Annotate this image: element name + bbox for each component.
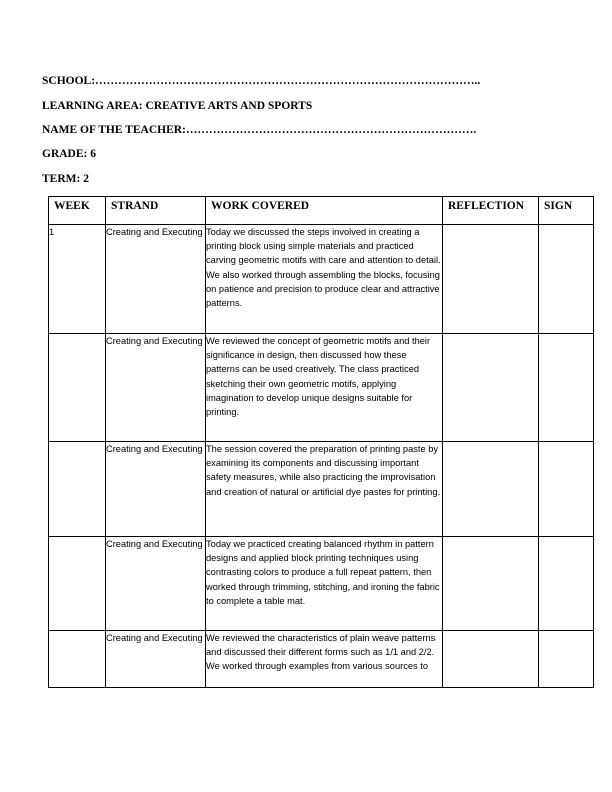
strand-cell: Creating and Executing — [106, 334, 206, 442]
table-row — [49, 631, 594, 688]
column-header-reflection: REFLECTION — [443, 197, 539, 225]
week-cell — [49, 537, 106, 631]
school-field: SCHOOL:……………………………………………………………………………………….. — [42, 75, 481, 87]
term-field: TERM: 2 — [42, 173, 89, 185]
column-header-week: WEEK — [49, 197, 106, 225]
week-cell: 1 — [49, 225, 106, 334]
sign-cell — [539, 334, 594, 442]
reflection-cell — [443, 225, 539, 334]
week-cell — [49, 334, 106, 442]
table-row — [49, 225, 594, 334]
work-covered-cell: Today we practiced creating balanced rhythm in pattern designs and applied block printing techniques using contrasting colors to produce a full repeat pattern, then worked through trimming, stitching, and ironing the fabric to complete a table mat. — [206, 537, 443, 631]
learning-area-field: LEARNING AREA: CREATIVE ARTS AND SPORTS — [42, 100, 313, 112]
work-covered-cell: Today we discussed the steps involved in creating a printing block using simple materials and practiced carving geometric motifs with care and attention to detail. We also worked through assembling the blocks, focusing on patience and precision to produce clear and attractive patterns. — [206, 225, 443, 334]
reflection-cell — [443, 442, 539, 537]
column-header-work-covered: WORK COVERED — [206, 197, 443, 225]
week-cell — [49, 631, 106, 688]
sign-cell — [539, 442, 594, 537]
sign-cell — [539, 225, 594, 334]
column-header-strand: STRAND — [106, 197, 206, 225]
week-cell — [49, 442, 106, 537]
grade-field: GRADE: 6 — [42, 148, 96, 160]
column-header-sign: SIGN — [539, 197, 594, 225]
reflection-cell — [443, 631, 539, 688]
strand-cell: Creating and Executing — [106, 442, 206, 537]
table-row — [49, 334, 594, 442]
strand-cell: Creating and Executing — [106, 537, 206, 631]
teacher-name-field: NAME OF THE TEACHER:…………………………………………………………………. — [42, 124, 477, 136]
work-covered-cell: We reviewed the characteristics of plain weave patterns and discussed their different forms such as 1/1 and 2/2. We worked through examples from various sources to — [206, 631, 443, 688]
reflection-cell — [443, 537, 539, 631]
work-record-table — [48, 196, 594, 688]
strand-cell: Creating and Executing — [106, 225, 206, 334]
table-header-row — [49, 197, 594, 225]
table-row — [49, 442, 594, 537]
reflection-cell — [443, 334, 539, 442]
sign-cell — [539, 537, 594, 631]
sign-cell — [539, 631, 594, 688]
work-covered-cell: The session covered the preparation of printing paste by examining its components and discussing important safety measures, while also practicing the improvisation and creation of natural or artificial dye pastes for printing. — [206, 442, 443, 537]
table-row — [49, 537, 594, 631]
strand-cell: Creating and Executing — [106, 631, 206, 688]
work-covered-cell: We reviewed the concept of geometric motifs and their significance in design, then discussed how these patterns can be used creatively. The class practiced sketching their own geometric motifs, applying imagination to develop unique designs suitable for printing. — [206, 334, 443, 442]
